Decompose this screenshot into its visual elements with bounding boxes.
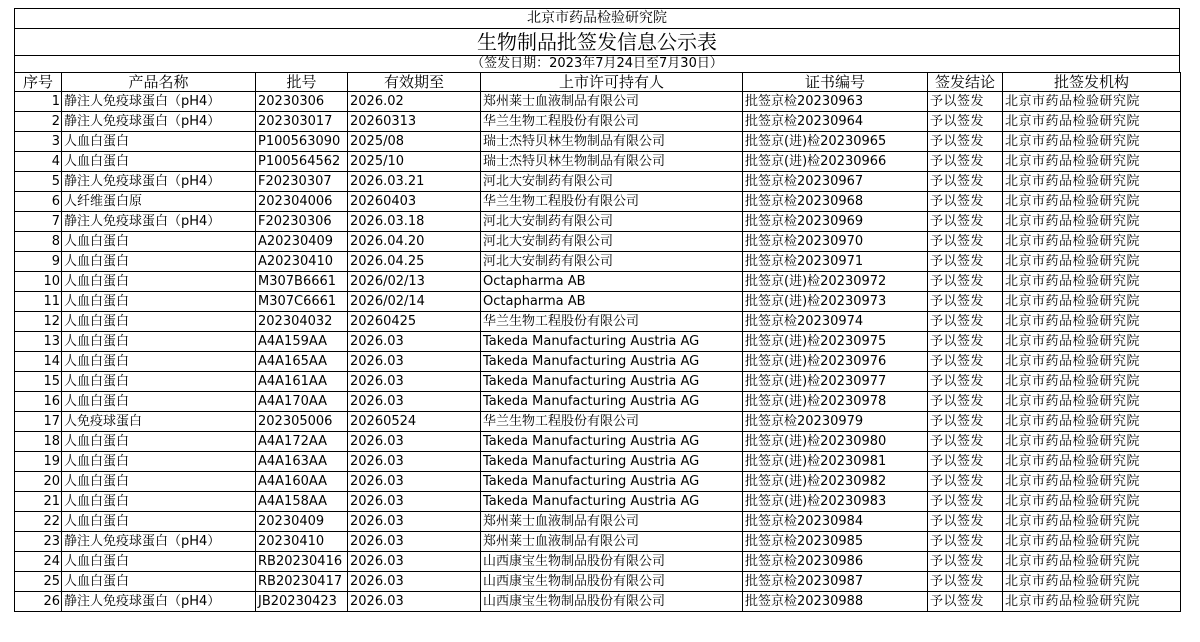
expiry-date: 2026.04.20 <box>348 232 481 252</box>
certificate-number: 批签京(进)检20230973 <box>743 292 928 312</box>
table-row <box>15 252 1181 272</box>
row-index: 4 <box>15 152 62 172</box>
product-name: 人血白蛋白 <box>62 452 256 472</box>
license-holder: 河北大安制药有限公司 <box>481 172 743 192</box>
release-conclusion: 予以签发 <box>928 132 1003 152</box>
release-agency: 北京市药品检验研究院 <box>1003 532 1181 552</box>
license-holder: Takeda Manufacturing Austria AG <box>481 332 743 352</box>
product-name: 人血白蛋白 <box>62 372 256 392</box>
expiry-date: 2026.03.18 <box>348 212 481 232</box>
release-conclusion: 予以签发 <box>928 152 1003 172</box>
release-conclusion: 予以签发 <box>928 432 1003 452</box>
product-name: 人血白蛋白 <box>62 492 256 512</box>
release-conclusion: 予以签发 <box>928 592 1003 612</box>
batch-number: RB20230417 <box>256 572 348 592</box>
product-name: 人血白蛋白 <box>62 252 256 272</box>
license-holder: 山西康宝生物制品股份有限公司 <box>481 552 743 572</box>
license-holder: Takeda Manufacturing Austria AG <box>481 352 743 372</box>
product-name: 静注人免疫球蛋白（pH4） <box>62 592 256 612</box>
product-name: 人血白蛋白 <box>62 512 256 532</box>
expiry-date: 2025/10 <box>348 152 481 172</box>
row-index: 3 <box>15 132 62 152</box>
table-row <box>15 472 1181 492</box>
row-index: 18 <box>15 432 62 452</box>
license-holder: 河北大安制药有限公司 <box>481 232 743 252</box>
product-name: 人血白蛋白 <box>62 132 256 152</box>
release-agency: 北京市药品检验研究院 <box>1003 112 1181 132</box>
release-agency: 北京市药品检验研究院 <box>1003 452 1181 472</box>
release-conclusion: 予以签发 <box>928 252 1003 272</box>
col-header-index: 序号 <box>15 73 62 92</box>
table-row <box>15 272 1181 292</box>
table-row <box>15 372 1181 392</box>
row-index: 12 <box>15 312 62 332</box>
release-conclusion: 予以签发 <box>928 192 1003 212</box>
table-row <box>15 392 1181 412</box>
table-row <box>15 152 1181 172</box>
release-agency: 北京市药品检验研究院 <box>1003 352 1181 372</box>
release-agency: 北京市药品检验研究院 <box>1003 372 1181 392</box>
certificate-number: 批签京检20230987 <box>743 572 928 592</box>
release-agency: 北京市药品检验研究院 <box>1003 152 1181 172</box>
product-name: 人血白蛋白 <box>62 552 256 572</box>
release-agency: 北京市药品检验研究院 <box>1003 512 1181 532</box>
col-header-certificate: 证书编号 <box>743 73 928 92</box>
license-holder: 郑州莱士血液制品有限公司 <box>481 512 743 532</box>
release-conclusion: 予以签发 <box>928 172 1003 192</box>
product-name: 人免疫球蛋白 <box>62 412 256 432</box>
table-row <box>15 412 1181 432</box>
product-name: 静注人免疫球蛋白（pH4） <box>62 532 256 552</box>
license-holder: Octapharma AB <box>481 292 743 312</box>
row-index: 23 <box>15 532 62 552</box>
row-index: 13 <box>15 332 62 352</box>
certificate-number: 批签京检20230969 <box>743 212 928 232</box>
release-agency: 北京市药品检验研究院 <box>1003 172 1181 192</box>
row-index: 19 <box>15 452 62 472</box>
product-name: 静注人免疫球蛋白（pH4） <box>62 112 256 132</box>
product-name: 人血白蛋白 <box>62 272 256 292</box>
certificate-number: 批签京检20230988 <box>743 592 928 612</box>
certificate-number: 批签京(进)检20230978 <box>743 392 928 412</box>
release-conclusion: 予以签发 <box>928 512 1003 532</box>
product-name: 静注人免疫球蛋白（pH4） <box>62 172 256 192</box>
row-index: 2 <box>15 112 62 132</box>
certificate-number: 批签京检20230971 <box>743 252 928 272</box>
batch-number: F20230306 <box>256 212 348 232</box>
license-holder: Takeda Manufacturing Austria AG <box>481 472 743 492</box>
batch-number: 20230409 <box>256 512 348 532</box>
expiry-date: 2026.03 <box>348 552 481 572</box>
release-conclusion: 予以签发 <box>928 452 1003 472</box>
certificate-number: 批签京(进)检20230966 <box>743 152 928 172</box>
page-title: 生物制品批签发信息公示表 <box>14 28 1180 55</box>
batch-number: 202305006 <box>256 412 348 432</box>
license-holder: 郑州莱士血液制品有限公司 <box>481 532 743 552</box>
release-agency: 北京市药品检验研究院 <box>1003 212 1181 232</box>
certificate-number: 批签京(进)检20230981 <box>743 452 928 472</box>
col-header-agency: 批签发机构 <box>1003 73 1181 92</box>
batch-number: A4A163AA <box>256 452 348 472</box>
release-conclusion: 予以签发 <box>928 412 1003 432</box>
batch-number: A20230410 <box>256 252 348 272</box>
row-index: 20 <box>15 472 62 492</box>
product-name: 人纤维蛋白原 <box>62 192 256 212</box>
expiry-date: 2025/08 <box>348 132 481 152</box>
table-row <box>15 132 1181 152</box>
certificate-number: 批签京检20230974 <box>743 312 928 332</box>
certificate-number: 批签京(进)检20230976 <box>743 352 928 372</box>
release-table <box>14 72 1181 612</box>
col-header-holder: 上市许可持有人 <box>481 73 743 92</box>
release-conclusion: 予以签发 <box>928 472 1003 492</box>
certificate-number: 批签京检20230967 <box>743 172 928 192</box>
release-conclusion: 予以签发 <box>928 112 1003 132</box>
expiry-date: 2026.03 <box>348 432 481 452</box>
product-name: 人血白蛋白 <box>62 572 256 592</box>
batch-number: 202303017 <box>256 112 348 132</box>
row-index: 11 <box>15 292 62 312</box>
row-index: 10 <box>15 272 62 292</box>
batch-number: A4A159AA <box>256 332 348 352</box>
license-holder: 华兰生物工程股份有限公司 <box>481 412 743 432</box>
table-row <box>15 92 1181 112</box>
batch-number: A4A165AA <box>256 352 348 372</box>
col-header-product: 产品名称 <box>62 73 256 92</box>
product-name: 人血白蛋白 <box>62 152 256 172</box>
col-header-batch: 批号 <box>256 73 348 92</box>
certificate-number: 批签京检20230963 <box>743 92 928 112</box>
release-conclusion: 予以签发 <box>928 92 1003 112</box>
certificate-number: 批签京(进)检20230975 <box>743 332 928 352</box>
certificate-number: 批签京(进)检20230983 <box>743 492 928 512</box>
product-name: 人血白蛋白 <box>62 332 256 352</box>
release-agency: 北京市药品检验研究院 <box>1003 272 1181 292</box>
release-agency: 北京市药品检验研究院 <box>1003 192 1181 212</box>
release-agency: 北京市药品检验研究院 <box>1003 292 1181 312</box>
expiry-date: 2026.02 <box>348 92 481 112</box>
certificate-number: 批签京检20230979 <box>743 412 928 432</box>
expiry-date: 2026/02/13 <box>348 272 481 292</box>
product-name: 人血白蛋白 <box>62 312 256 332</box>
release-sheet <box>14 8 1180 612</box>
batch-number: 20230306 <box>256 92 348 112</box>
license-holder: 华兰生物工程股份有限公司 <box>481 112 743 132</box>
expiry-date: 2026.03 <box>348 572 481 592</box>
institute-heading: 北京市药品检验研究院 <box>14 8 1180 28</box>
product-name: 人血白蛋白 <box>62 432 256 452</box>
release-conclusion: 予以签发 <box>928 372 1003 392</box>
expiry-date: 2026.03 <box>348 472 481 492</box>
license-holder: Octapharma AB <box>481 272 743 292</box>
release-agency: 北京市药品检验研究院 <box>1003 492 1181 512</box>
product-name: 人血白蛋白 <box>62 292 256 312</box>
row-index: 14 <box>15 352 62 372</box>
license-holder: Takeda Manufacturing Austria AG <box>481 452 743 472</box>
table-row <box>15 312 1181 332</box>
certificate-number: 批签京检20230970 <box>743 232 928 252</box>
release-agency: 北京市药品检验研究院 <box>1003 332 1181 352</box>
product-name: 静注人免疫球蛋白（pH4） <box>62 92 256 112</box>
license-holder: 河北大安制药有限公司 <box>481 212 743 232</box>
product-name: 人血白蛋白 <box>62 232 256 252</box>
row-index: 8 <box>15 232 62 252</box>
table-row <box>15 352 1181 372</box>
table-row <box>15 232 1181 252</box>
expiry-date: 2026.03.21 <box>348 172 481 192</box>
release-agency: 北京市药品检验研究院 <box>1003 132 1181 152</box>
table-row <box>15 452 1181 472</box>
batch-number: A4A160AA <box>256 472 348 492</box>
license-holder: Takeda Manufacturing Austria AG <box>481 372 743 392</box>
release-agency: 北京市药品检验研究院 <box>1003 92 1181 112</box>
expiry-date: 20260425 <box>348 312 481 332</box>
expiry-date: 2026.04.25 <box>348 252 481 272</box>
license-holder: Takeda Manufacturing Austria AG <box>481 392 743 412</box>
table-row <box>15 192 1181 212</box>
expiry-date: 2026.03 <box>348 492 481 512</box>
row-index: 16 <box>15 392 62 412</box>
expiry-date: 20260313 <box>348 112 481 132</box>
release-agency: 北京市药品检验研究院 <box>1003 392 1181 412</box>
batch-number: A4A161AA <box>256 372 348 392</box>
license-holder: Takeda Manufacturing Austria AG <box>481 492 743 512</box>
certificate-number: 批签京(进)检20230982 <box>743 472 928 492</box>
license-holder: 山西康宝生物制品股份有限公司 <box>481 572 743 592</box>
certificate-number: 批签京检20230985 <box>743 532 928 552</box>
license-holder: 华兰生物工程股份有限公司 <box>481 192 743 212</box>
release-agency: 北京市药品检验研究院 <box>1003 472 1181 492</box>
row-index: 9 <box>15 252 62 272</box>
release-agency: 北京市药品检验研究院 <box>1003 312 1181 332</box>
expiry-date: 2026.03 <box>348 592 481 612</box>
row-index: 7 <box>15 212 62 232</box>
row-index: 25 <box>15 572 62 592</box>
release-conclusion: 予以签发 <box>928 532 1003 552</box>
release-agency: 北京市药品检验研究院 <box>1003 252 1181 272</box>
expiry-date: 2026.03 <box>348 452 481 472</box>
batch-number: P100564562 <box>256 152 348 172</box>
release-conclusion: 予以签发 <box>928 352 1003 372</box>
license-holder: Takeda Manufacturing Austria AG <box>481 432 743 452</box>
release-conclusion: 予以签发 <box>928 572 1003 592</box>
batch-number: F20230307 <box>256 172 348 192</box>
product-name: 人血白蛋白 <box>62 352 256 372</box>
license-holder: 郑州莱士血液制品有限公司 <box>481 92 743 112</box>
batch-number: A4A170AA <box>256 392 348 412</box>
release-conclusion: 予以签发 <box>928 492 1003 512</box>
row-index: 21 <box>15 492 62 512</box>
release-conclusion: 予以签发 <box>928 212 1003 232</box>
license-holder: 山西康宝生物制品股份有限公司 <box>481 592 743 612</box>
certificate-number: 批签京(进)检20230980 <box>743 432 928 452</box>
certificate-number: 批签京检20230968 <box>743 192 928 212</box>
row-index: 6 <box>15 192 62 212</box>
batch-number: P100563090 <box>256 132 348 152</box>
table-row <box>15 552 1181 572</box>
release-agency: 北京市药品检验研究院 <box>1003 412 1181 432</box>
row-index: 24 <box>15 552 62 572</box>
release-agency: 北京市药品检验研究院 <box>1003 592 1181 612</box>
license-holder: 瑞士杰特贝林生物制品有限公司 <box>481 132 743 152</box>
expiry-date: 2026.03 <box>348 352 481 372</box>
product-name: 静注人免疫球蛋白（pH4） <box>62 212 256 232</box>
row-index: 5 <box>15 172 62 192</box>
batch-number: JB20230423 <box>256 592 348 612</box>
release-conclusion: 予以签发 <box>928 312 1003 332</box>
certificate-number: 批签京检20230964 <box>743 112 928 132</box>
certificate-number: 批签京(进)检20230977 <box>743 372 928 392</box>
header-row <box>15 73 1181 92</box>
expiry-date: 20260403 <box>348 192 481 212</box>
license-holder: 瑞士杰特贝林生物制品有限公司 <box>481 152 743 172</box>
table-row <box>15 112 1181 132</box>
license-holder: 河北大安制药有限公司 <box>481 252 743 272</box>
row-index: 22 <box>15 512 62 532</box>
release-conclusion: 予以签发 <box>928 392 1003 412</box>
table-row <box>15 512 1181 532</box>
release-agency: 北京市药品检验研究院 <box>1003 552 1181 572</box>
certificate-number: 批签京检20230986 <box>743 552 928 572</box>
table-body <box>15 92 1181 612</box>
certificate-number: 批签京(进)检20230965 <box>743 132 928 152</box>
expiry-date: 2026.03 <box>348 532 481 552</box>
table-row <box>15 292 1181 312</box>
expiry-date: 2026.03 <box>348 512 481 532</box>
batch-number: A4A172AA <box>256 432 348 452</box>
table-row <box>15 212 1181 232</box>
table-row <box>15 532 1181 552</box>
product-name: 人血白蛋白 <box>62 472 256 492</box>
release-conclusion: 予以签发 <box>928 292 1003 312</box>
row-index: 15 <box>15 372 62 392</box>
expiry-date: 2026.03 <box>348 332 481 352</box>
batch-number: M307C6661 <box>256 292 348 312</box>
table-row <box>15 572 1181 592</box>
row-index: 26 <box>15 592 62 612</box>
release-conclusion: 予以签发 <box>928 332 1003 352</box>
batch-number: RB20230416 <box>256 552 348 572</box>
certificate-number: 批签京检20230984 <box>743 512 928 532</box>
row-index: 17 <box>15 412 62 432</box>
expiry-date: 2026.03 <box>348 392 481 412</box>
release-conclusion: 予以签发 <box>928 232 1003 252</box>
row-index: 1 <box>15 92 62 112</box>
table-row <box>15 492 1181 512</box>
table-row <box>15 592 1181 612</box>
expiry-date: 2026/02/14 <box>348 292 481 312</box>
batch-number: A20230409 <box>256 232 348 252</box>
certificate-number: 批签京(进)检20230972 <box>743 272 928 292</box>
batch-number: 202304006 <box>256 192 348 212</box>
license-holder: 华兰生物工程股份有限公司 <box>481 312 743 332</box>
release-agency: 北京市药品检验研究院 <box>1003 432 1181 452</box>
table-row <box>15 432 1181 452</box>
col-header-conclusion: 签发结论 <box>928 73 1003 92</box>
expiry-date: 2026.03 <box>348 372 481 392</box>
batch-number: 202304032 <box>256 312 348 332</box>
batch-number: A4A158AA <box>256 492 348 512</box>
release-agency: 北京市药品检验研究院 <box>1003 232 1181 252</box>
table-row <box>15 172 1181 192</box>
product-name: 人血白蛋白 <box>62 392 256 412</box>
date-range: （签发日期：2023年7月24日至7月30日） <box>14 55 1180 72</box>
batch-number: 20230410 <box>256 532 348 552</box>
table-row <box>15 332 1181 352</box>
release-agency: 北京市药品检验研究院 <box>1003 572 1181 592</box>
col-header-expiry: 有效期至 <box>348 73 481 92</box>
batch-number: M307B6661 <box>256 272 348 292</box>
release-conclusion: 予以签发 <box>928 272 1003 292</box>
expiry-date: 20260524 <box>348 412 481 432</box>
release-conclusion: 予以签发 <box>928 552 1003 572</box>
